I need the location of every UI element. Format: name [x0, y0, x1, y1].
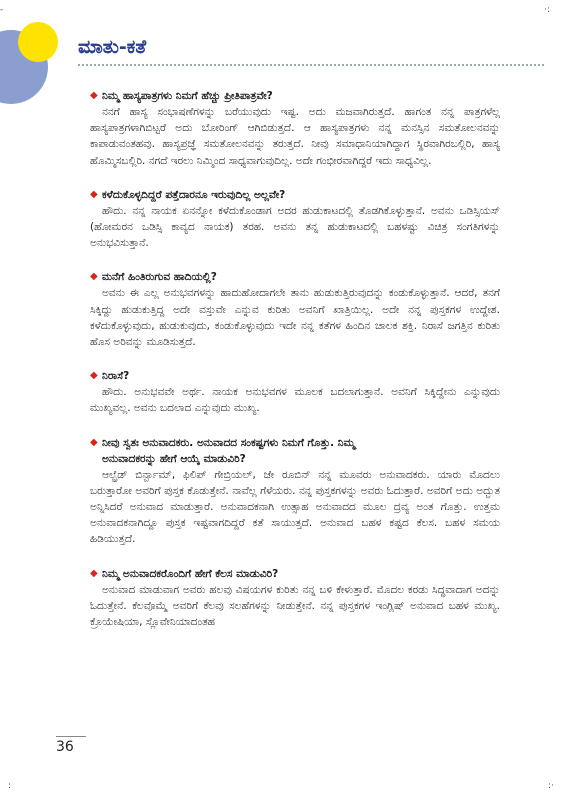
question: ◆ ನಿರಾಸೆ? — [90, 370, 130, 383]
dotted-divider — [78, 64, 544, 66]
page-number-rule — [56, 736, 86, 737]
crop-mark-left-top: - — [0, 5, 4, 15]
diamond-bullet-icon: ◆ — [90, 370, 98, 382]
section-title: ಮಾತು-ಕತೆ — [78, 36, 147, 58]
qa-block — [90, 88, 500, 169]
diamond-bullet-icon: ◆ — [90, 271, 98, 283]
diamond-bullet-icon: ◆ — [90, 188, 98, 200]
qa-block — [90, 566, 500, 631]
question: ◆ ನಿಮ್ಮ ಹಾಸ್ಯಪಾತ್ರಗಳು ನಿಮಗೆ ಹೆಚ್ಚು ಪ್ರೀತಿಪಾತ್ರವೇ? — [90, 90, 273, 102]
question: ◆ ನೀವು ಸ್ವತಃ ಅನುವಾದಕರು. ಅನುವಾದದ ಸಂಕಷ್ಟಗಳು ನಿಮಗೆ ಗೊತ್ತು. ನಿಮ್ಮ ಅನುವಾದಕರನ್ನು ಹೇಗೆ ಆಯ್ಕೆ ಮಾಡುವಿರಿ? — [90, 436, 356, 465]
crop-mark-right-top: ·: — [544, 5, 550, 15]
answer: ಹೌದು. ಅನುಭವವೇ ಅರ್ಥ. ನಾಯಕ ಅನುಭವಗಳ ಮೂಲಕ ಬದಲಾಗುತ್ತಾನೆ. ಅವನಿಗೆ ಸಿಕ್ಕಿದ್ದೇನು ಎನ್ನುವುದು ಮುಖ್ಯವಲ್ಲ. ಅವನು ಬದಲಾದ ಎನ್ನುವುದು ಮುಖ್ಯ. — [90, 386, 500, 415]
answer: ನನಗೆ ಹಾಸ್ಯ ಸಂಭಾಷಣೆಗಳನ್ನು ಬರೆಯುವುದು ಇಷ್ಟ. ಅದು ಮಜವಾಗಿರುತ್ತದೆ. ಹಾಗಂತ ನನ್ನ ಪಾತ್ರಗಳೆಲ್ಲ ಹಾಸ್ಯಪಾತ್ರಗಳಾಗಿಬಿಟ್ಟರೆ ಅದು ಬೋರಿಂಗ್ ಆಗಿಬಿಡುತ್ತದೆ. ಆ ಹಾಸ್ಯಪಾತ್ರಗಳು ನನ್ನ ಮನಸ್ಸಿನ ಸಮತೋಲನವನ್ನು ಕಾಪಾಡುವಂತಹವು. ಹಾಸ್ಯಪ್ರಜ್ಞೆ ಸಮತೋಲನವನ್ನು ತರುತ್ತದೆ. ನೀವು ಸಮಾಧಾನಿಯಾಗಿದ್ದಾಗ ಸ್ಥಿರವಾಗಿರಬಲ್ಲಿರಿ, ಹಾಸ್ಯ ಹೊಮ್ಮಿಸಬಲ್ಲಿರಿ. ನಗದೆ ಇರಲು ನಿಮ್ಮಿಂದ ಸಾಧ್ಯವಾಗುವುದಿಲ್ಲ. ಅದೇ ಗಂಭೀರವಾಗಿದ್ದರೆ ಇದು ಸಾಧ್ಯವಿಲ್ಲ. — [90, 106, 500, 167]
answer: ಅವನು ಈ ಎಲ್ಲ ಅನುಭವಗಳನ್ನು ಹಾದುಹೋದಾಗಲೇ ತಾನು ಹುಡುಕುತ್ತಿರುವುದನ್ನು ಕಂಡುಕೊಳ್ಳುತ್ತಾನೆ. ಆದರೆ, ತನಗೆ ಸಿಕ್ಕಿದ್ದು ಹುಡುಕುತ್ತಿದ್ದ ಅದೇ ವಸ್ತುವೇ ಎನ್ನುವ ಕುರಿತು ಅವನಿಗೆ ಖಾತ್ರಿಯಿಲ್ಲ. ಅದೇ ನನ್ನ ಪುಸ್ತಕಗಳ ಉದ್ದೇಶ. ಕಳೆದುಕೊಳ್ಳುವುದು, ಹುಡುಕುವುದು, ಕಂಡುಕೊಳ್ಳುವುದು ಇದೇ ನನ್ನ ಕತೆಗಳ ಹಿಂದಿನ ಚಾಲಕ ಶಕ್ತಿ. ನಿರಾಸೆ ಜಗತ್ತಿನ ಕುರಿತು ಹೊಸ ಅರಿವನ್ನು ಮೂಡಿಸುತ್ತದೆ. — [90, 287, 500, 349]
qa-block — [90, 187, 500, 252]
answer: ಆಲ್ಫ್ರೆಡ್ ಬಿರ್ನ್ಬಾಮ್, ಫಿಲಿಪ್ ಗೇಬ್ರಿಯಲ್, ಜೇ ರೂಬಿನ್ ನನ್ನ ಮೂವರು ಅನುವಾದಕರು. ಯಾರು ಮೊದಲು ಬರುತ್ತಾರೋ ಅವರಿಗೆ ಪುಸ್ತಕ ಕೊಡುತ್ತೇನೆ. ನಾವೆಲ್ಲ ಗೆಳೆಯರು. ನನ್ನ ಪುಸ್ತಕಗಳನ್ನು ಅವರು ಓದುತ್ತಾರೆ. ಅವರಿಗೆ ಅದು ಅದ್ಭುತ ಅನ್ನಿಸಿದರೆ ಅನುವಾದ ಮಾಡುತ್ತಾರೆ. ಅನುವಾದಕನಾಗಿ ಉತ್ಸಾಹ ಅನುವಾದದ ಮೂಲ ದ್ರವ್ಯ ಅಂತ ಗೊತ್ತು. ಉತ್ತಮ ಅನುವಾದಕನಾಗಿದ್ದೂ ಪುಸ್ತಕ ಇಷ್ಟವಾಗದಿದ್ದರೆ ಕತೆ ಸಾಯುತ್ತದೆ. ಅನುವಾದ ಬಹಳ ಕಷ್ಟದ ಕೆಲಸ. ಬಹಳ ಸಮಯ ಹಿಡಿಯುತ್ತದೆ. — [90, 468, 500, 546]
answer: ಅನುವಾದ ಮಾಡುವಾಗ ಅವರು ಹಲವು ವಿಷಯಗಳ ಕುರಿತು ನನ್ನ ಬಳಿ ಕೇಳುತ್ತಾರೆ. ಮೊದಲ ಕರಡು ಸಿದ್ಧವಾದಾಗ ಅದನ್ನು ಓದುತ್ತೇನೆ. ಕೆಲವೊಮ್ಮೆ ಅವರಿಗೆ ಕೆಲವು ಸಲಹೆಗಳನ್ನು ನೀಡುತ್ತೇನೆ. ನನ್ನ ಪುಸ್ತಕಗಳ ಇಂಗ್ಲಿಷ್ ಅನುವಾದ ಬಹಳ ಮುಖ್ಯ. ಕ್ರೊಯೇಷಿಯಾ, ಸ್ಲೊವೇನಿಯಾದಂತಹ — [90, 583, 500, 629]
interview-content — [90, 88, 500, 648]
question: ◆ ಮನೆಗೆ ಹಿಂತಿರುಗುವ ಹಾದಿಯಲ್ಲಿ? — [90, 271, 217, 284]
diamond-bullet-icon: ◆ — [90, 567, 98, 579]
decor-yellow-circle — [18, 22, 58, 62]
answer: ಹೌದು. ನನ್ನ ನಾಯಕ ಏನನ್ನೋ ಕಳೆದುಕೊಂಡಾಗ ಅದರ ಹುಡುಕಾಟದಲ್ಲಿ ತೊಡಗಿಕೊಳ್ಳುತ್ತಾನೆ. ಅವನು ಒಡಿಸ್ಸಿಯಸ್ (ಹೋಮರನ ಒಡಿಸ್ಸಿ ಕಾವ್ಯದ ನಾಯಕ) ತರಹ. ಅವನು ತನ್ನ ಹುಡುಕಾಟದಲ್ಲಿ ಬಹಳಷ್ಟು ವಿಚಿತ್ರ ಸಂಗತಿಗಳನ್ನು ಅನುಭವಿಸುತ್ತಾನೆ. — [90, 204, 500, 250]
crop-mark-right-bottom: :· — [548, 781, 554, 791]
qa-block — [90, 269, 500, 350]
question: ◆ ಕಳೆದುಕೊಳ್ಳದಿದ್ದರೆ ಪತ್ತೆದಾರನೂ ಇರುವುದಿಲ್ಲ ಅಲ್ಲವೇ? — [90, 188, 286, 201]
qa-block — [90, 368, 500, 416]
diamond-bullet-icon: ◆ — [90, 436, 98, 448]
page-number: 36 — [56, 739, 74, 755]
crop-mark-left-bottom: : — [8, 781, 12, 791]
diamond-bullet-icon: ◆ — [90, 90, 98, 101]
qa-block — [90, 435, 500, 548]
question: ◆ ನಿಮ್ಮ ಅನುವಾದಕರೊಂದಿಗೆ ಹೇಗೆ ಕೆಲಸ ಮಾಡುವಿರಿ? — [90, 567, 279, 580]
